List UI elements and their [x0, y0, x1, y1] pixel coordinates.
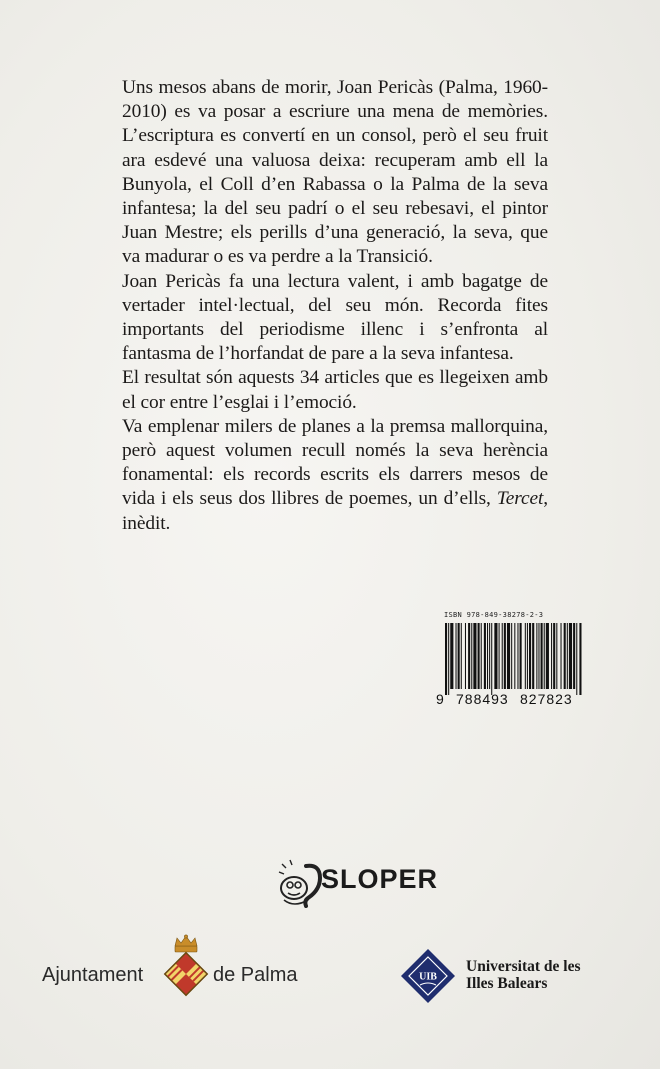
barcode-bar — [576, 623, 577, 695]
uib-name — [466, 958, 581, 992]
blurb-paragraph-2: Joan Pericàs fa una lectura valent, i amb bagatge de vertader intel·lectual, del seu món. Recorda fites importants del periodisme illenc i s’enfronta al fantasma de l’horfandat de pare a la seva infantesa. — [122, 270, 548, 365]
barcode-bar — [465, 623, 466, 689]
barcode-bar — [445, 623, 447, 695]
barcode-bar — [556, 623, 557, 689]
sloper-mascot-icon — [276, 858, 322, 908]
barcode-bar — [532, 623, 534, 689]
barcode-digit-first: 9 — [436, 691, 445, 707]
barcode-bar — [473, 623, 476, 689]
blurb-paragraph-3: El resultat són aquests 34 articles que es llegeixen amb el cor entre l’esglai i l’emoció. — [122, 367, 548, 413]
blurb-text — [122, 76, 548, 536]
blurb-paragraph-4-end: , inèdit. — [122, 488, 548, 534]
barcode-bars — [443, 623, 583, 693]
barcode-bar — [461, 623, 462, 689]
uib-diamond-icon — [400, 948, 456, 1004]
isbn-barcode — [436, 611, 586, 711]
barcode-bar — [564, 623, 566, 689]
uib-logo — [400, 948, 630, 1008]
barcode-bar — [527, 623, 528, 689]
barcode-bar — [491, 623, 492, 695]
barcode-bar — [494, 623, 497, 689]
barcode-bar — [544, 623, 545, 689]
barcode-bar — [458, 623, 460, 689]
barcode-bar — [520, 623, 522, 689]
barcode-bar — [507, 623, 510, 689]
barcode-bar — [450, 623, 453, 689]
sloper-publisher-logo — [276, 858, 439, 908]
barcode-bar — [471, 623, 472, 689]
barcode-bar — [569, 623, 572, 689]
barcode-bar — [546, 623, 549, 689]
barcode-bar — [553, 623, 555, 689]
uib-name-line-2: Illes Balears — [466, 975, 548, 992]
blurb-paragraph-4 — [122, 415, 548, 536]
barcode-digit-group-1: 788493 — [456, 691, 509, 707]
barcode-bar — [481, 623, 482, 689]
barcode-bar — [511, 623, 512, 689]
palma-coat-of-arms-icon — [160, 934, 212, 1000]
barcode-bar — [561, 623, 562, 689]
barcode-bar — [567, 623, 568, 689]
ajuntament-de-palma-logo — [42, 934, 312, 1004]
barcode-bar — [489, 623, 490, 689]
uib-name-line-1: Universitat de les — [466, 958, 581, 975]
barcode-bar — [536, 623, 537, 689]
barcode-bar — [541, 623, 543, 689]
barcode-bar — [573, 623, 575, 689]
barcode-bar — [538, 623, 539, 689]
barcode-bar — [514, 623, 515, 689]
barcode-bar — [468, 623, 470, 689]
blurb-paragraph-1: Uns mesos abans de morir, Joan Pericàs (Palma, 1960-2010) es va posar a escriure una mena de memòries. L’escriptura es convertí en un consol, però el seu fruit ara esdevé una valuosa deixa: recuperam amb ell la Bunyola, el Coll d’en Rabassa o la Palma de la seva infantesa; la del seu padrí o el seu rebesavi, el pintor Juan Mestre; els perills d’una generació, la seva, que va madurar o es va perdre a la Transició. — [122, 77, 548, 268]
ajuntament-label: Ajuntament — [42, 964, 144, 986]
barcode-bar — [502, 623, 503, 689]
isbn-label: ISBN 978-849-38278-2-3 — [444, 611, 544, 619]
de-palma-label: de Palma — [213, 964, 298, 986]
barcode-bar — [478, 623, 480, 689]
uib-badge-text: UIB — [419, 971, 437, 983]
blurb-paragraph-4-text: Va emplenar milers de planes a la premsa mallorquina, però aquest volumen recull només la seva herència fonamental: els records escrits els darrers mesos de vida i els seus dos llibres de poemes, un d’ells, — [122, 415, 548, 510]
sloper-wordmark: SLOPER — [321, 864, 439, 894]
barcode-bar — [529, 623, 531, 689]
barcode-bar — [456, 623, 457, 689]
barcode-bar — [525, 623, 526, 689]
barcode-bar — [579, 623, 581, 695]
barcode-bar — [484, 623, 486, 689]
book-title-tercet: Tercet — [496, 488, 544, 510]
barcode-bar — [487, 623, 488, 689]
barcode-bar — [517, 623, 518, 689]
barcode-bar — [448, 623, 449, 695]
barcode-bar — [504, 623, 506, 689]
barcode-bar — [499, 623, 500, 689]
barcode-bar — [551, 623, 552, 689]
barcode-digit-group-2: 827823 — [520, 691, 573, 707]
